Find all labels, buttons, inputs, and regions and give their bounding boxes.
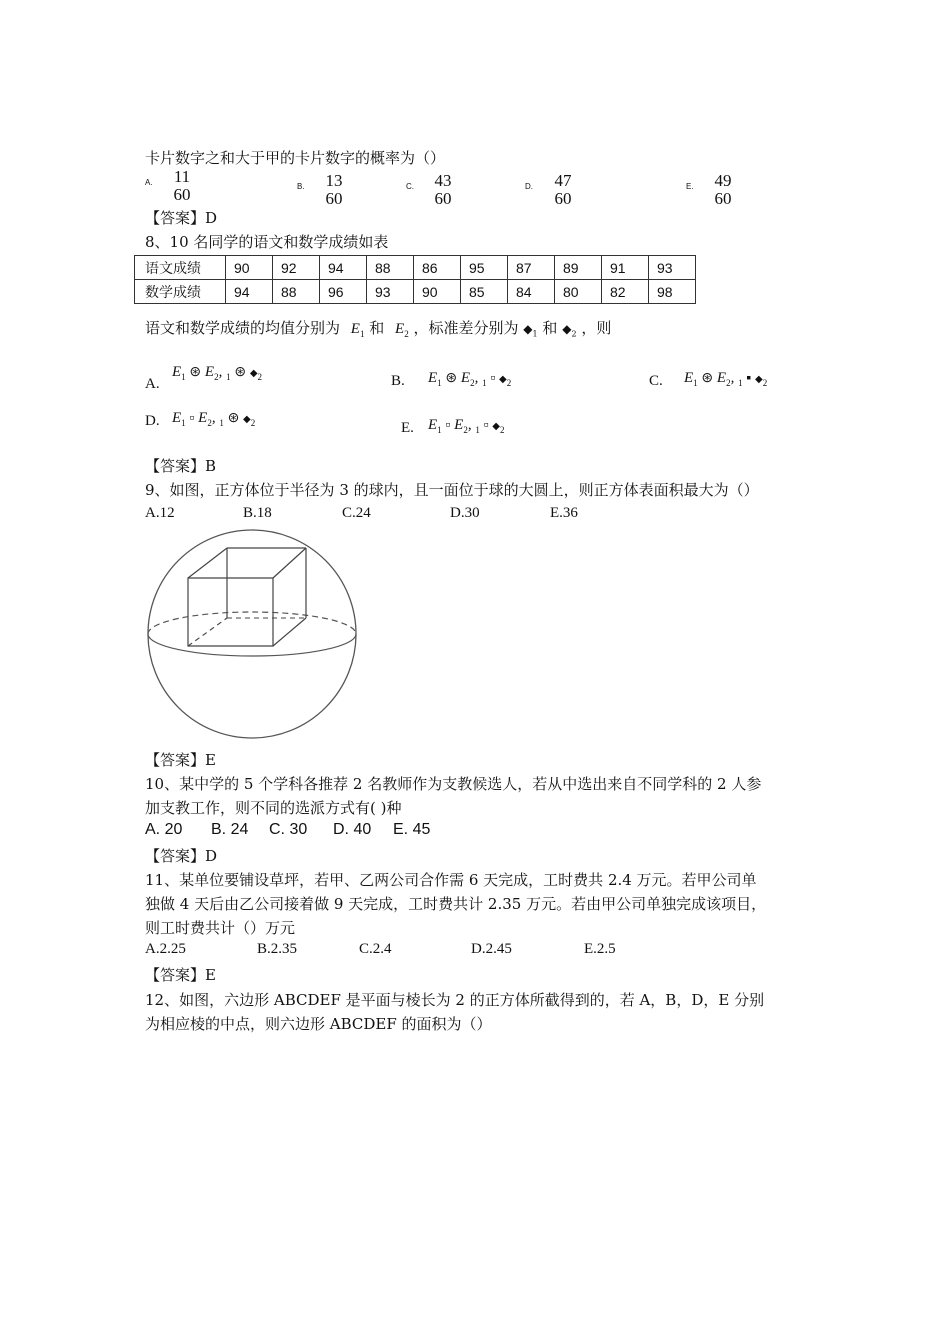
table-cell: 92 (273, 256, 320, 280)
cube-edge (188, 548, 227, 578)
choice-d: D.30 (450, 505, 480, 521)
table-cell: 88 (367, 256, 414, 280)
table-cell: 91 (602, 256, 649, 280)
cube-front-face (188, 578, 273, 646)
e-letter: E (350, 321, 360, 337)
subscript: 1 (482, 378, 487, 388)
q8-option-b-label: B. (391, 373, 405, 389)
q7-option-e-label: E. (686, 182, 694, 191)
cube-edge (273, 618, 306, 646)
choice-c: C.2.4 (359, 941, 392, 957)
denominator: 60 (554, 189, 572, 208)
denominator: 60 (434, 189, 452, 208)
denominator: 60 (325, 189, 343, 208)
q10-choices (145, 821, 565, 843)
subscript: 1 (693, 378, 698, 388)
q11-answer: 【答案】E (145, 966, 216, 984)
and-word: 和 (542, 319, 558, 337)
relation-symbol: ▪ (746, 371, 752, 386)
numerator: 49 (714, 171, 732, 190)
table-cell: 84 (508, 280, 555, 304)
q8-option-c-expr: $E_1$ ⊛ $E_2$, $_1$ ▪ $◆_2$ (684, 370, 768, 388)
q8-sentence-c: ，则 (581, 319, 612, 337)
subscript: 2 (207, 418, 212, 428)
table-cell: 85 (461, 280, 508, 304)
sigma-glyph-icon: ◆ (249, 368, 258, 379)
q8-sentence-b: ，标准差分别为 (413, 319, 519, 337)
q11-line1: 11、某单位要铺设草坪，若甲、乙两公司合作需 6 天完成，工时费共 2.4 万元。若甲公司单 (145, 871, 757, 889)
q8-answer: 【答案】B (145, 457, 217, 475)
subscript: 1 (475, 425, 480, 435)
choice-b: B. 24 (211, 821, 249, 838)
q9-stem: 9、如图，正方体位于半径为 3 的球内，且一面位于球的大圆上，则正方体表面积最大为（） (145, 481, 759, 499)
row-header: 数学成绩 (135, 280, 226, 304)
choice-b: B.18 (243, 505, 272, 521)
subscript: 2 (250, 418, 256, 428)
table-cell: 94 (226, 280, 273, 304)
table-cell: 96 (320, 280, 367, 304)
mean-e2 (395, 321, 409, 337)
e-letter: E (460, 370, 471, 386)
choice-a: A. 20 (145, 821, 183, 838)
relation-symbol: ⊛ (189, 365, 202, 380)
subscript: 2 (506, 378, 512, 388)
cube-edge (273, 548, 306, 578)
choice-c: C. 30 (269, 821, 308, 838)
table-cell: 93 (367, 280, 414, 304)
choice-d: D. 40 (333, 821, 372, 838)
subscript: 2 (571, 329, 577, 339)
sigma-glyph-icon: ◆ (492, 421, 500, 432)
subscript: 1 (181, 372, 186, 382)
great-circle-front (148, 634, 356, 656)
q8-sentence-a: 语文和数学成绩的均值分别为 (145, 319, 341, 337)
q8-option-c-label: C. (649, 373, 663, 389)
numerator: 43 (434, 171, 452, 190)
e-letter: E (716, 370, 727, 386)
q7-option-d-label: D. (525, 182, 533, 191)
choice-d: D.2.45 (471, 941, 512, 957)
q8-score-table (134, 255, 696, 304)
e-letter: E (172, 410, 182, 426)
sigma-glyph-icon: ◆ (755, 374, 763, 385)
q7-answer: 【答案】D (145, 209, 218, 227)
sigma1-glyph-icon: $◆_1$ (523, 322, 538, 339)
q8-sentence (145, 318, 611, 344)
subscript: 1 (532, 329, 538, 339)
denominator: 60 (714, 189, 732, 208)
relation-symbol: ⊛ (227, 411, 240, 426)
q7-option-a-label: A. (145, 178, 153, 187)
subscript: 1 (437, 378, 442, 388)
table-cell: 94 (320, 256, 367, 280)
subscript: 1 (359, 329, 365, 339)
relation-symbol: ▫ (189, 411, 195, 426)
relation-symbol: ⊛ (445, 371, 458, 386)
q8-option-d-label: D. (145, 413, 160, 429)
relation-symbol: ▫ (445, 418, 451, 433)
relation-symbol: ⊛ (701, 371, 714, 386)
row-header: 语文成绩 (135, 256, 226, 280)
table-cell: 95 (461, 256, 508, 280)
choice-e: E.36 (550, 505, 578, 521)
q8-option-d-expr: $E_1$ ▫ $E_2$, $_1$ ⊛ $◆_2$ (172, 410, 256, 428)
subscript: 2 (470, 378, 475, 388)
choice-a: A.12 (145, 505, 175, 521)
numerator: 47 (554, 171, 572, 190)
subscript: 2 (499, 425, 505, 435)
subscript: 1 (738, 378, 743, 388)
relation-symbol: ▫ (483, 418, 489, 433)
sphere-outline (148, 530, 356, 738)
table-cell: 82 (602, 280, 649, 304)
subscript: 1 (219, 418, 224, 428)
choice-e: E. 45 (393, 821, 431, 838)
e-letter: E (454, 417, 464, 433)
q12-line1: 12、如图，六边形 ABCDEF 是平面与棱长为 2 的正方体所截得到的，若 A，B，D，E 分别 (145, 991, 765, 1009)
q10-line1: 10、某中学的 5 个学科各推荐 2 名教师作为支教候选人，若从中选出来自不同学科的 2 人参 (145, 775, 762, 793)
q7-option-a-fraction (168, 168, 196, 204)
choice-a: A.2.25 (145, 941, 186, 957)
table-cell: 88 (273, 280, 320, 304)
relation-symbol: ⊛ (234, 365, 247, 380)
table-cell: 89 (555, 256, 602, 280)
e-letter: E (428, 417, 438, 433)
e-letter: E (204, 364, 215, 380)
subscript: 2 (762, 378, 768, 388)
subscript: 1 (437, 425, 442, 435)
table-cell: 90 (414, 280, 461, 304)
e-letter: E (428, 370, 438, 386)
numerator: 13 (325, 171, 343, 190)
e-letter: E (684, 370, 694, 386)
q8-stem: 8、10 名同学的语文和数学成绩如表 (145, 233, 389, 251)
choice-c: C.24 (342, 505, 371, 521)
cube-hidden-edge (188, 618, 227, 646)
e-letter: E (198, 410, 208, 426)
subscript: 2 (463, 425, 468, 435)
subscript: 2 (214, 372, 219, 382)
subscript: 2 (257, 372, 263, 382)
q11-choices (145, 941, 665, 961)
q8-option-e-label: E. (401, 420, 414, 436)
q7-option-b-fraction (320, 172, 348, 208)
sigma-glyph-icon: ◆ (243, 414, 251, 425)
numerator: 11 (173, 167, 191, 186)
great-circle-back (148, 612, 356, 634)
table-cell: 93 (649, 256, 696, 280)
q8-option-e-expr: $E_1$ ▫ $E_2$, $_1$ ▫ $◆_2$ (428, 417, 505, 435)
sigma2-glyph-icon: $◆_2$ (562, 322, 577, 339)
subscript: 1 (181, 418, 186, 428)
q8-option-a-expr: $E_1$ ⊛ $E_2$, $_1$ ⊛ $◆_2$ (172, 364, 263, 382)
q7-option-d-fraction (549, 172, 577, 208)
q9-choices (145, 505, 745, 525)
q7-stem: 卡片数字之和大于甲的卡片数字的概率为（） (145, 149, 446, 167)
e-letter: E (395, 321, 405, 337)
subscript: 2 (404, 329, 409, 339)
mean-e1 (351, 321, 365, 337)
table-cell: 90 (226, 256, 273, 280)
denominator: 60 (173, 185, 191, 204)
q7-option-b-label: B. (297, 182, 305, 191)
q7-option-c-fraction (429, 172, 457, 208)
table-row (135, 256, 696, 280)
q8-option-a-label: A. (145, 376, 160, 392)
sigma-glyph-icon: ◆ (499, 374, 507, 385)
sphere-cube-figure (140, 526, 365, 746)
e-letter: E (172, 364, 182, 380)
and-word: 和 (369, 319, 385, 337)
table-cell: 86 (414, 256, 461, 280)
q7-option-e-fraction (709, 172, 737, 208)
q8-option-b-expr: $E_1$ ⊛ $E_2$, $_1$ ▫ $◆_2$ (428, 370, 512, 388)
q10-line2: 加支教工作，则不同的选派方式有( )种 (145, 799, 402, 817)
choice-e: E.2.5 (584, 941, 616, 957)
q7-option-c-label: C. (406, 182, 414, 191)
q12-line2: 为相应棱的中点，则六边形 ABCDEF 的面积为（） (145, 1015, 492, 1033)
table-cell: 98 (649, 280, 696, 304)
subscript: 2 (726, 378, 731, 388)
q9-answer: 【答案】E (145, 751, 216, 769)
q11-line2: 独做 4 天后由乙公司接着做 9 天完成，工时费共计 2.35 万元。若由甲公司单独完成该项目， (145, 895, 767, 913)
table-cell: 80 (555, 280, 602, 304)
choice-b: B.2.35 (257, 941, 298, 957)
table-cell: 87 (508, 256, 555, 280)
subscript: 1 (226, 372, 231, 382)
q11-line3: 则工时费共计（）万元 (145, 919, 296, 937)
table-row (135, 280, 696, 304)
relation-symbol: ▫ (490, 371, 496, 386)
q10-answer: 【答案】D (145, 847, 218, 865)
